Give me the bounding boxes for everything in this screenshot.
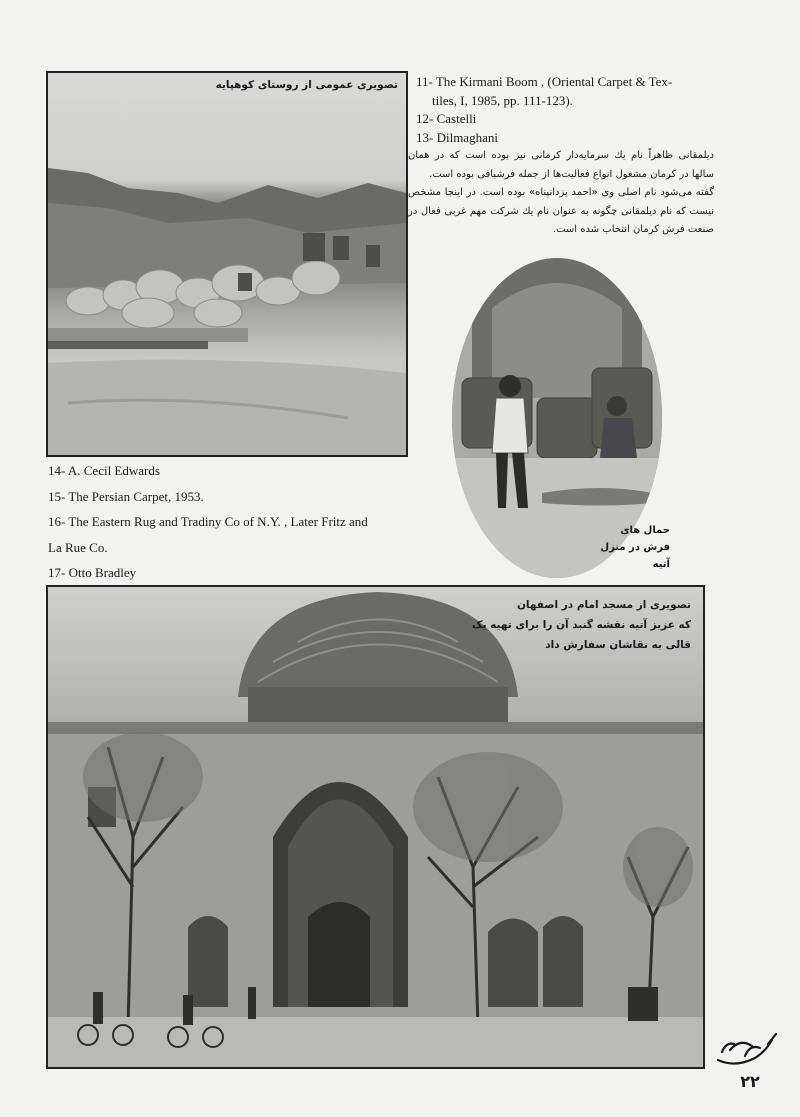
- reference-11-continued: tiles, I, 1985, pp. 111-123).: [432, 92, 573, 108]
- reference-14: 14- A. Cecil Edwards: [48, 463, 160, 478]
- porter-photo-caption: [600, 522, 670, 573]
- mosque-photo: [46, 585, 705, 1069]
- porter-caption-line-1: حمال های: [620, 525, 670, 536]
- reference-17: 17- Otto Bradley: [48, 565, 137, 580]
- mosque-caption-line-3: قالی به نقاشان سفارش داد: [545, 639, 691, 651]
- reference-12: 12- Castelli: [416, 111, 477, 126]
- mosque-caption-line-2: که عزیز آتیه نقشه گنبد آن را برای تهیه یک: [471, 619, 691, 631]
- porter-caption-line-2: فرش در منزل: [600, 542, 670, 553]
- village-photo: [46, 71, 408, 457]
- reference-16-continued: La Rue Co.: [48, 539, 108, 555]
- reference-15: 15- The Persian Carpet, 1953.: [48, 488, 204, 504]
- mosque-caption-line-1: تصویری از مسجد امام در اصفهان: [516, 599, 691, 611]
- page-number: ۲۲: [740, 1072, 760, 1091]
- references-left: [48, 458, 408, 586]
- reference-13: 13- Dilmaghani: [416, 129, 498, 145]
- village-photo-caption: تصویری عمومی از روستای کوهپایه: [215, 79, 398, 91]
- calligraphy-logo-image: [710, 1030, 780, 1070]
- mosque-photo-image: [48, 587, 703, 1067]
- porter-caption-line-3: آتیه: [652, 559, 670, 570]
- mosque-photo-caption: [461, 595, 691, 655]
- reference-11: 11- The Kirmani Boom , (Oriental Carpet & Tex-: [416, 74, 673, 89]
- references-right: [416, 73, 716, 147]
- village-photo-image: [48, 73, 406, 455]
- persian-note-paragraph-2: گفته می‌شود نام اصلی وی «احمد یزدانپناه» بوده است. در اینجا مشخص نیست كه نام دیلمقانی چگونه به عنوان نام یك شركت مهم غربی فعال در صنعت فرش كرمان انتخاب شده است.: [408, 187, 714, 235]
- reference-16: 16- The Eastern Rug and Tradiny Co of N.Y. , Later Fritz and: [48, 514, 368, 529]
- persian-note: [408, 147, 714, 240]
- kerman-calligraphy-logo: [710, 1030, 780, 1070]
- persian-note-paragraph-1: دیلمقانی ظاهراً نام یك سرمایه‌دار كرمانی نیز بوده است كه در همان سالها در كرمان مشغول انواع فعالیت‌ها از جمله فرشبافی بوده است.: [408, 150, 714, 180]
